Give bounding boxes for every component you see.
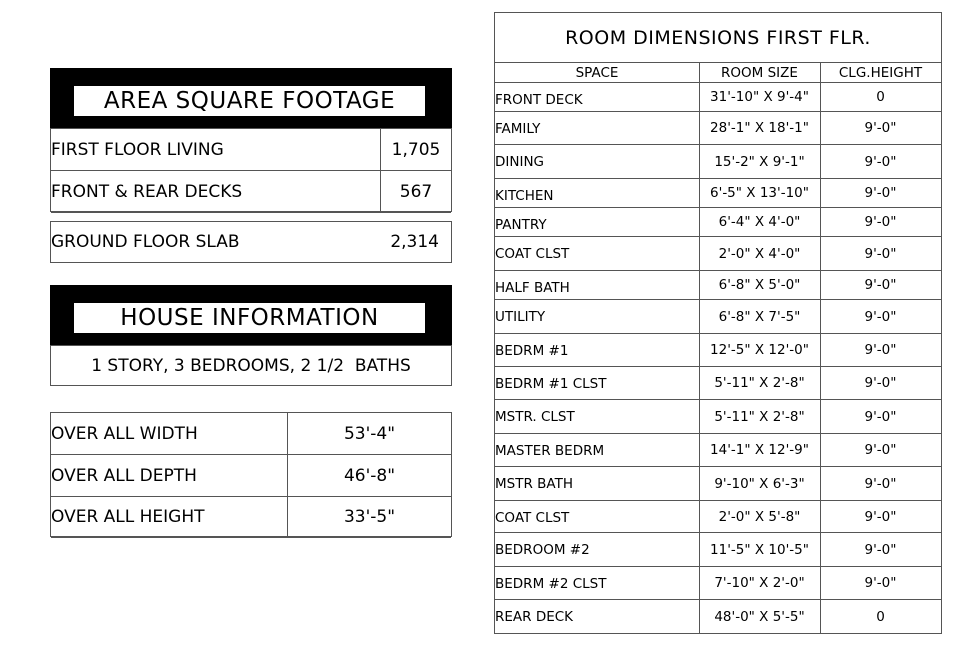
overall-label: OVER ALL DEPTH: [51, 465, 197, 486]
room-height: 9'-0": [864, 277, 897, 293]
overall-label: OVER ALL HEIGHT: [51, 507, 205, 527]
room-space: BEDRM #1 CLST: [495, 376, 607, 392]
rooms-header-row: [495, 63, 941, 83]
room-space: BEDRM #2 CLST: [495, 576, 607, 592]
room-height: 0: [876, 609, 885, 625]
room-height: 9'-0": [864, 408, 897, 425]
room-size: 48'-0" X 5'-5": [714, 609, 805, 625]
room-size: 28'-1" X 18'-1": [710, 120, 809, 136]
table-row: [51, 497, 451, 538]
slab-label: GROUND FLOOR SLAB: [51, 232, 240, 252]
room-size: 5'-11" X 2'-8": [714, 375, 805, 391]
area-title: AREA SQUARE FOOTAGE: [74, 86, 425, 116]
table-row: [51, 171, 451, 213]
room-space: HALF BATH: [495, 280, 570, 296]
room-size: 12'-5" X 12'-0": [710, 342, 809, 358]
room-space: DINING: [495, 154, 545, 170]
room-space: PANTRY: [495, 217, 547, 233]
room-size: 14'-1" X 12'-9": [710, 442, 809, 458]
room-size: 11'-5" X 10'-5": [710, 541, 809, 558]
slab-row: [50, 221, 452, 263]
table-row: [495, 271, 941, 300]
area-row-label: FIRST FLOOR LIVING: [51, 139, 224, 160]
room-space: BEDRM #1: [495, 343, 569, 359]
room-space: KITCHEN: [495, 188, 554, 204]
room-height: 9'-0": [864, 475, 897, 492]
rooms-body: [495, 63, 941, 633]
room-size: 6'-5" X 13'-10": [710, 185, 809, 201]
room-space: FAMILY: [495, 121, 541, 137]
room-space: MASTER BEDRM: [495, 443, 605, 459]
area-row-value: 567: [399, 181, 433, 202]
room-height: 9'-0": [864, 185, 897, 201]
table-row: [495, 367, 941, 400]
room-size: 6'-4" X 4'-0": [718, 214, 801, 230]
house-title: HOUSE INFORMATION: [74, 303, 425, 333]
rooms-title-row: [495, 13, 941, 63]
room-size: 9'-10" X 6'-3": [714, 475, 805, 492]
room-space: UTILITY: [495, 309, 546, 325]
table-row: [495, 145, 941, 179]
header-space: SPACE: [575, 64, 619, 81]
area-row-value: 1,705: [391, 139, 441, 160]
room-height: 9'-0": [864, 575, 897, 591]
area-table: [50, 128, 452, 212]
rooms-table: [494, 12, 942, 634]
room-height: 9'-0": [864, 342, 897, 358]
table-row: [495, 83, 941, 112]
rooms-title: ROOM DIMENSIONS FIRST FLR.: [565, 26, 871, 49]
overall-table: [50, 412, 452, 537]
room-height: 9'-0": [864, 442, 897, 458]
room-height: 9'-0": [864, 508, 897, 525]
table-row: [51, 413, 451, 455]
house-summary-box: [50, 345, 452, 386]
table-row: [495, 300, 941, 334]
house-summary: 1 STORY, 3 BEDROOMS, 2 1/2 BATHS: [91, 355, 411, 376]
room-size: 7'-10" X 2'-0": [714, 575, 805, 591]
table-row: [495, 237, 941, 271]
table-row: [495, 400, 941, 434]
room-space: MSTR BATH: [495, 476, 573, 492]
slab-value: 2,314: [390, 232, 439, 252]
room-size: 2'-0" X 4'-0": [718, 245, 801, 262]
header-clg-height: CLG.HEIGHT: [838, 64, 923, 81]
table-row: [495, 179, 941, 208]
room-height: 9'-0": [864, 245, 897, 262]
overall-label: OVER ALL WIDTH: [51, 423, 198, 444]
room-space: MSTR. CLST: [495, 409, 575, 425]
house-title-bar: [50, 285, 452, 345]
room-space: COAT CLST: [495, 246, 570, 262]
table-row: [51, 129, 451, 171]
overall-value: 33'-5": [343, 507, 396, 527]
room-height: 9'-0": [864, 541, 897, 558]
room-size: 2'-0" X 5'-8": [718, 508, 801, 525]
table-row: [51, 455, 451, 497]
table-row: [495, 208, 941, 237]
room-height: 9'-0": [864, 120, 897, 136]
room-space: BEDROOM #2: [495, 542, 590, 558]
room-height: 9'-0": [864, 153, 897, 170]
overall-value: 53'-4": [343, 423, 396, 444]
table-row: [495, 467, 941, 501]
table-row: [495, 112, 941, 145]
room-height: 0: [876, 89, 885, 105]
room-size: 15'-2" X 9'-1": [714, 153, 805, 170]
table-row: [495, 567, 941, 600]
table-row: [495, 533, 941, 567]
room-space: COAT CLST: [495, 510, 570, 526]
room-size: 5'-11" X 2'-8": [714, 408, 805, 425]
table-row: [495, 501, 941, 533]
overall-value: 46'-8": [343, 465, 396, 486]
room-size: 6'-8" X 7'-5": [718, 308, 801, 325]
table-row: [495, 600, 941, 634]
area-title-bar: [50, 68, 452, 128]
table-row: [495, 334, 941, 367]
area-row-label: FRONT & REAR DECKS: [51, 181, 243, 202]
room-height: 9'-0": [864, 308, 897, 325]
room-height: 9'-0": [864, 375, 897, 391]
room-height: 9'-0": [864, 214, 897, 230]
header-room-size: ROOM SIZE: [721, 64, 798, 81]
table-row: [495, 434, 941, 467]
room-space: REAR DECK: [495, 609, 574, 625]
room-space: FRONT DECK: [495, 92, 583, 108]
room-size: 31'-10" X 9'-4": [710, 89, 809, 105]
room-size: 6'-8" X 5'-0": [718, 277, 801, 293]
